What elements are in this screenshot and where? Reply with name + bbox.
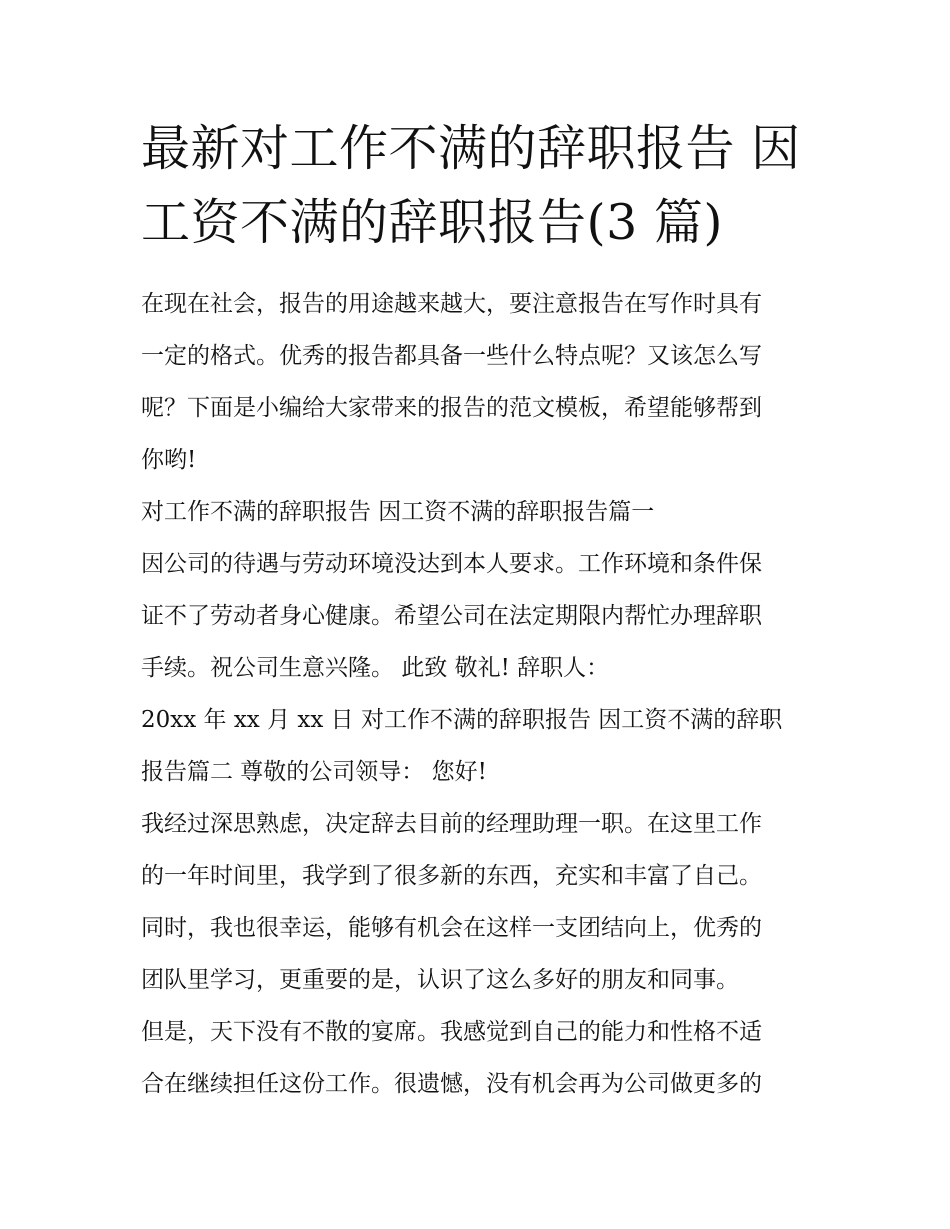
text-line: 因公司的待遇与劳动环境没达到本人要求。工作环境和条件保: [141, 551, 762, 577]
document-body: [141, 278, 813, 1110]
letter-2-paragraph-2: [141, 1006, 813, 1110]
date-and-heading-2: [141, 694, 813, 798]
document-page: [141, 112, 813, 1110]
title-line-1: 最新对工作不满的辞职报告 因: [141, 120, 801, 177]
text-line: 团队里学习，更重要的是，认识了这么多好的朋友和同事。: [141, 967, 739, 993]
text-line: 但是，天下没有不散的宴席。我感觉到自己的能力和性格不适: [141, 1019, 762, 1045]
text-line: 合在继续担任这份工作。很遗憾，没有机会再为公司做更多的: [141, 1071, 762, 1097]
document-title: [141, 112, 813, 260]
text-line: 在现在社会，报告的用途越来越大，要注意报告在写作时具有: [141, 291, 762, 317]
letter-1-paragraph: [141, 538, 813, 694]
text-line: 你哟!: [141, 447, 197, 473]
text-line: 我经过深思熟虑，决定辞去目前的经理助理一职。在这里工作: [141, 811, 762, 837]
text-line: 20xx 年 xx 月 xx 日 对工作不满的辞职报告 因工资不满的辞职: [141, 707, 783, 733]
text-line: 证不了劳动者身心健康。希望公司在法定期限内帮忙办理辞职: [141, 603, 762, 629]
text-line: 呢？下面是小编给大家带来的报告的范文模板，希望能够帮到: [141, 395, 762, 421]
text-line: 的一年时间里，我学到了很多新的东西，充实和丰富了自己。: [141, 863, 762, 889]
text-line: 对工作不满的辞职报告 因工资不满的辞职报告篇一: [141, 499, 655, 525]
title-line-2: 工资不满的辞职报告(3 篇): [141, 194, 723, 251]
section-heading-1: [141, 486, 813, 538]
text-line: 一定的格式。优秀的报告都具备一些什么特点呢？又该怎么写: [141, 343, 762, 369]
intro-paragraph: [141, 278, 813, 486]
text-line: 报告篇二 尊敬的公司领导： 您好!: [141, 759, 487, 785]
text-line: 同时，我也很幸运，能够有机会在这样一支团结向上，优秀的: [141, 915, 762, 941]
letter-2-paragraph-1: [141, 798, 813, 1006]
text-line: 手续。祝公司生意兴隆。 此致 敬礼! 辞职人：: [141, 655, 610, 681]
